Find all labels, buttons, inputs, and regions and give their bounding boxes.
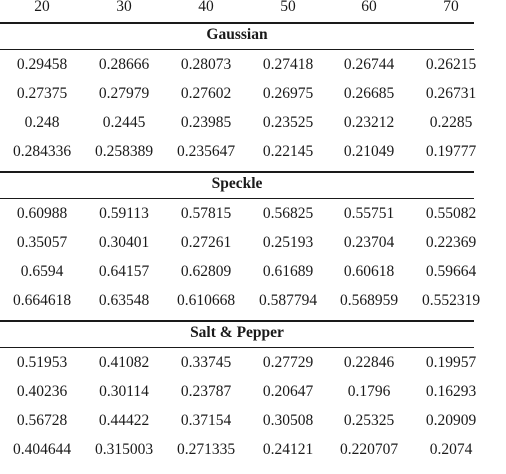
table-cell: 0.22846 xyxy=(343,354,395,371)
table-cell: 0.610668 xyxy=(176,292,236,309)
section-title: Gaussian xyxy=(206,26,268,43)
section-rule xyxy=(0,198,474,199)
table-cell: 0.664618 xyxy=(12,292,72,309)
table-cell: 0.40236 xyxy=(16,383,68,400)
table-cell: 0.27979 xyxy=(98,85,150,102)
table-cell: 0.59664 xyxy=(425,263,477,280)
table-cell: 60 xyxy=(361,0,377,15)
table-cell: 0.2285 xyxy=(429,114,473,131)
table-cell: 0.27418 xyxy=(262,56,314,73)
section-title: Salt & Pepper xyxy=(190,324,284,341)
table-cell: 0.587794 xyxy=(258,292,318,309)
table-row xyxy=(0,291,481,311)
table-cell: 0.27261 xyxy=(180,234,232,251)
table-cell: 0.26975 xyxy=(262,85,314,102)
section-title: Speckle xyxy=(211,175,263,192)
table-row xyxy=(0,113,474,133)
table-cell: 0.64157 xyxy=(98,263,150,280)
table-cell: 0.27375 xyxy=(16,85,68,102)
table-cell: 0.56825 xyxy=(262,205,314,222)
table-row xyxy=(0,440,474,460)
table-cell: 0.2445 xyxy=(102,114,146,131)
table-cell: 0.235647 xyxy=(176,143,236,160)
section-end-rule xyxy=(0,171,474,173)
table-row xyxy=(0,233,477,253)
table-cell: 0.22145 xyxy=(262,143,314,160)
table-cell: 0.23787 xyxy=(180,383,232,400)
table-row xyxy=(0,142,477,162)
table-cell: 0.28073 xyxy=(180,56,232,73)
table-cell: 0.37154 xyxy=(180,412,232,429)
table-cell: 0.60618 xyxy=(343,263,395,280)
table-cell: 0.59113 xyxy=(99,205,149,222)
table-cell: 0.21049 xyxy=(343,143,395,160)
table-cell: 0.20647 xyxy=(262,383,314,400)
table-cell: 30 xyxy=(116,0,132,15)
table-cell: 0.33745 xyxy=(180,354,232,371)
table-cell: 50 xyxy=(280,0,296,15)
section-rule xyxy=(0,49,474,50)
table-cell: 0.20909 xyxy=(425,412,477,429)
table-cell: 0.55751 xyxy=(343,205,395,222)
table-cell: 0.41082 xyxy=(98,354,150,371)
table-header-row xyxy=(0,0,474,17)
header-rule xyxy=(0,22,474,24)
table-cell: 0.35057 xyxy=(16,234,68,251)
table-cell: 0.271335 xyxy=(176,441,236,458)
table-cell: 0.2074 xyxy=(429,441,473,458)
table-cell: 0.30401 xyxy=(98,234,150,251)
table-cell: 0.61689 xyxy=(262,263,314,280)
table-cell: 0.19957 xyxy=(425,354,477,371)
table-cell: 0.258389 xyxy=(94,143,154,160)
table-cell: 0.44422 xyxy=(98,412,150,429)
table-cell: 0.315003 xyxy=(94,441,154,458)
table-row xyxy=(0,204,477,224)
table-cell: 0.6594 xyxy=(20,263,64,280)
table-cell: 0.23212 xyxy=(343,114,395,131)
table-cell: 0.23985 xyxy=(180,114,232,131)
table-cell: 70 xyxy=(443,0,459,15)
table-cell: 0.248 xyxy=(24,114,60,131)
table-row xyxy=(0,55,477,75)
table-cell: 0.552319 xyxy=(421,292,481,309)
table-cell: 0.19777 xyxy=(425,143,477,160)
table-cell: 0.28666 xyxy=(98,56,150,73)
table-cell: 0.30114 xyxy=(99,383,149,400)
table-cell: 0.30508 xyxy=(262,412,314,429)
table-cell: 40 xyxy=(198,0,214,15)
table-cell: 0.26744 xyxy=(343,56,395,73)
table-cell: 0.26215 xyxy=(425,56,477,73)
table-cell: 0.27729 xyxy=(262,354,314,371)
table-cell: 20 xyxy=(34,0,50,15)
table-cell: 0.63548 xyxy=(98,292,150,309)
table-row xyxy=(0,411,477,431)
table-cell: 0.25193 xyxy=(262,234,314,251)
table-cell: 0.57815 xyxy=(180,205,232,222)
table-cell: 0.27602 xyxy=(180,85,232,102)
table-row xyxy=(0,262,477,282)
table-cell: 0.24121 xyxy=(262,441,314,458)
table-cell: 0.568959 xyxy=(339,292,399,309)
table-cell: 0.60988 xyxy=(16,205,68,222)
table-cell: 0.1796 xyxy=(347,383,391,400)
table-cell: 0.23704 xyxy=(343,234,395,251)
table-cell: 0.404644 xyxy=(12,441,72,458)
table-cell: 0.26685 xyxy=(343,85,395,102)
table-cell: 0.22369 xyxy=(425,234,477,251)
table-cell: 0.26731 xyxy=(425,85,477,102)
table-cell: 0.56728 xyxy=(16,412,68,429)
table-row xyxy=(0,353,477,373)
table-row xyxy=(0,84,477,104)
table-cell: 0.284336 xyxy=(12,143,72,160)
table-row xyxy=(0,382,477,402)
table-cell: 0.62809 xyxy=(180,263,232,280)
table-cell: 0.16293 xyxy=(425,383,477,400)
table-cell: 0.220707 xyxy=(339,441,399,458)
section-rule xyxy=(0,347,474,348)
table-cell: 0.55082 xyxy=(425,205,477,222)
table-cell: 0.51953 xyxy=(16,354,68,371)
section-end-rule xyxy=(0,320,474,322)
table-cell: 0.23525 xyxy=(262,114,314,131)
table-cell: 0.25325 xyxy=(343,412,395,429)
table-cell: 0.29458 xyxy=(16,56,68,73)
